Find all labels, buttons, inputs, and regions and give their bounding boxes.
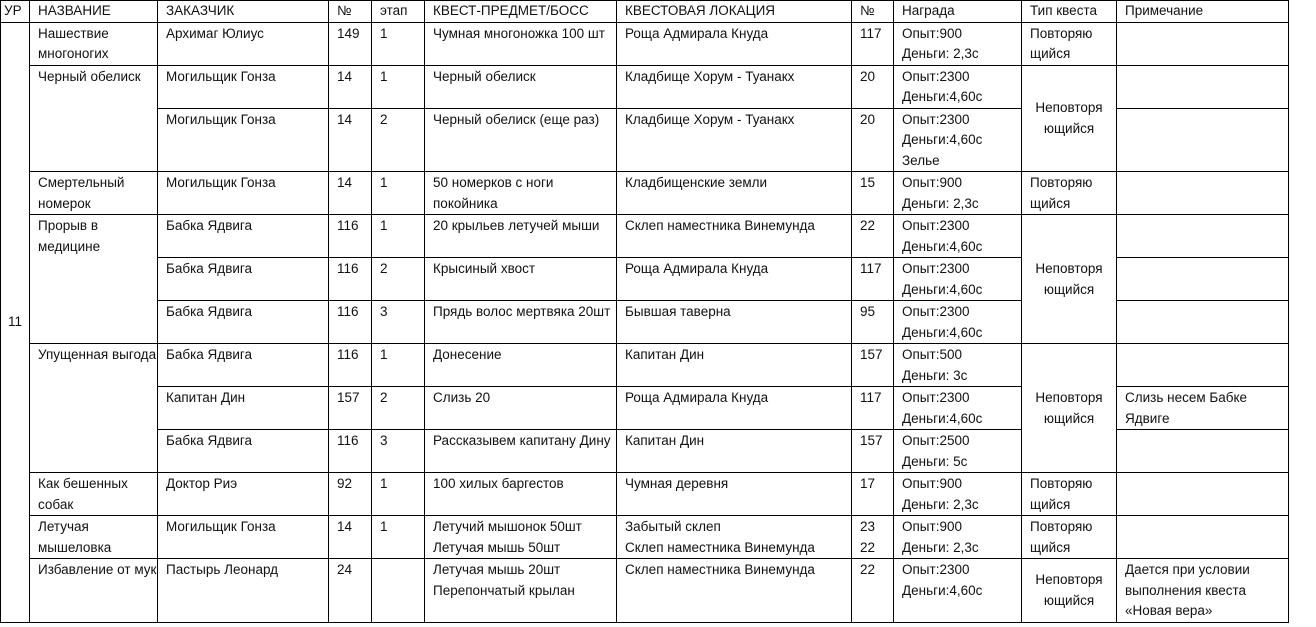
note-cell: [1117, 65, 1289, 108]
location-no-cell: 95: [852, 301, 894, 344]
stage-cell: 2: [372, 108, 425, 172]
note-cell: [1117, 215, 1289, 258]
client-cell: Бабка Ядвига: [158, 301, 329, 344]
client-cell: Доктор Риэ: [158, 473, 329, 516]
quest-name-cell: Нашествие многоногих: [30, 22, 158, 65]
table-row: [1, 172, 1289, 215]
stage-cell: 1: [372, 473, 425, 516]
reward-cell: Опыт:900 Деньги: 2,3с: [894, 22, 1022, 65]
location-cell: Кладбищенские земли: [617, 172, 852, 215]
reward-cell: Опыт:900 Деньги: 2,3с: [894, 172, 1022, 215]
quest-name-cell: Прорыв в медицине: [30, 215, 158, 344]
location-cell: Капитан Дин: [617, 344, 852, 387]
client-cell: Бабка Ядвига: [158, 344, 329, 387]
client-cell: Могильщик Гонза: [158, 172, 329, 215]
item-cell: Рассказывем капитану Дину: [425, 430, 617, 473]
quest-name-cell: Упущенная выгода: [30, 344, 158, 473]
quest-name-cell: Избавление от мук: [30, 559, 158, 623]
item-cell: 20 крыльев летучей мыши: [425, 215, 617, 258]
location-cell: Кладбище Хорум - Туанакх: [617, 65, 852, 108]
client-cell: Бабка Ядвига: [158, 258, 329, 301]
client-cell: Архимаг Юлиус: [158, 22, 329, 65]
location-no-cell: 157: [852, 430, 894, 473]
col-header-client: ЗАКАЗЧИК: [158, 1, 329, 23]
location-no-cell: 117: [852, 22, 894, 65]
note-cell: [1117, 473, 1289, 516]
location-cell: Капитан Дин: [617, 430, 852, 473]
quest-type-cell: Повторяю щийся: [1022, 473, 1117, 516]
location-cell: Кладбище Хорум - Туанакх: [617, 108, 852, 172]
quest-name-cell: Летучая мышеловка: [30, 516, 158, 559]
client-no-cell: 116: [329, 430, 372, 473]
quest-type-cell: Неповторя ющийся: [1022, 559, 1117, 623]
client-no-cell: 92: [329, 473, 372, 516]
reward-cell: Опыт:900 Деньги: 2,3с: [894, 473, 1022, 516]
table-row: [1, 215, 1289, 258]
location-cell: Роща Адмирала Кнуда: [617, 258, 852, 301]
reward-cell: Опыт:2300 Деньги:4,60с: [894, 559, 1022, 623]
reward-cell: Опыт:2300 Деньги:4,60с: [894, 301, 1022, 344]
col-header-note: Примечание: [1117, 1, 1289, 23]
note-cell: [1117, 258, 1289, 301]
col-header-item: КВЕСТ-ПРЕДМЕТ/БОСС: [425, 1, 617, 23]
col-header-location: КВЕСТОВАЯ ЛОКАЦИЯ: [617, 1, 852, 23]
note-cell: [1117, 516, 1289, 559]
location-no-cell: 20: [852, 65, 894, 108]
client-no-cell: 116: [329, 215, 372, 258]
client-no-cell: 116: [329, 258, 372, 301]
item-cell: 100 хилых баргестов: [425, 473, 617, 516]
location-cell: Роща Адмирала Кнуда: [617, 387, 852, 430]
col-header-reward: Награда: [894, 1, 1022, 23]
note-cell: [1117, 108, 1289, 172]
client-no-cell: 24: [329, 559, 372, 623]
stage-cell: 3: [372, 430, 425, 473]
note-cell: [1117, 344, 1289, 387]
quest-type-cell: Повторяю щийся: [1022, 516, 1117, 559]
client-cell: Бабка Ядвига: [158, 430, 329, 473]
reward-cell: Опыт:2300 Деньги:4,60с Зелье: [894, 108, 1022, 172]
note-cell: [1117, 172, 1289, 215]
location-cell: Забытый склеп Склеп наместника Винемунда: [617, 516, 852, 559]
stage-cell: 1: [372, 172, 425, 215]
location-no-cell: 22: [852, 215, 894, 258]
location-no-cell: 117: [852, 387, 894, 430]
reward-cell: Опыт:2500 Деньги: 5с: [894, 430, 1022, 473]
stage-cell: 2: [372, 387, 425, 430]
table-row: [1, 473, 1289, 516]
client-no-cell: 116: [329, 301, 372, 344]
quest-type-cell: Неповторя ющийся: [1022, 344, 1117, 473]
item-cell: Чумная многоножка 100 шт: [425, 22, 617, 65]
quest-type-cell: Повторяю щийся: [1022, 172, 1117, 215]
item-cell: Донесение: [425, 344, 617, 387]
reward-cell: Опыт:900 Деньги: 2,3с: [894, 516, 1022, 559]
level-cell: 11: [1, 22, 30, 622]
reward-cell: Опыт:2300 Деньги:4,60с: [894, 215, 1022, 258]
client-cell: Пастырь Леонард: [158, 559, 329, 623]
client-no-cell: 14: [329, 172, 372, 215]
item-cell: Крысиный хвост: [425, 258, 617, 301]
reward-cell: Опыт:500 Деньги: 3с: [894, 344, 1022, 387]
stage-cell: 1: [372, 22, 425, 65]
reward-cell: Опыт:2300 Деньги:4,60с: [894, 258, 1022, 301]
item-cell: Летучая мышь 20шт Перепончатый крылан: [425, 559, 617, 623]
item-cell: Летучий мышонок 50шт Летучая мышь 50шт: [425, 516, 617, 559]
location-no-cell: 22: [852, 559, 894, 623]
stage-cell: 1: [372, 344, 425, 387]
location-cell: Бывшая таверна: [617, 301, 852, 344]
col-header-client-no: №: [329, 1, 372, 23]
note-cell: Дается при условии выполнения квеста «Новая вера»: [1117, 559, 1289, 623]
quest-name-cell: Смертельный номерок: [30, 172, 158, 215]
location-no-cell: 20: [852, 108, 894, 172]
table-row: [1, 22, 1289, 65]
client-cell: Бабка Ядвига: [158, 215, 329, 258]
location-no-cell: 157: [852, 344, 894, 387]
col-header-stage: этап: [372, 1, 425, 23]
note-cell: [1117, 301, 1289, 344]
client-cell: Капитан Дин: [158, 387, 329, 430]
location-cell: Роща Адмирала Кнуда: [617, 22, 852, 65]
client-no-cell: 149: [329, 22, 372, 65]
client-cell: Могильщик Гонза: [158, 516, 329, 559]
client-cell: Могильщик Гонза: [158, 108, 329, 172]
item-cell: Черный обелиск (еще раз): [425, 108, 617, 172]
client-no-cell: 14: [329, 108, 372, 172]
client-no-cell: 116: [329, 344, 372, 387]
quest-type-cell: Неповторя ющийся: [1022, 65, 1117, 172]
note-cell: [1117, 430, 1289, 473]
header-row: [1, 1, 1289, 23]
item-cell: Слизь 20: [425, 387, 617, 430]
quest-name-cell: Как бешенных собак: [30, 473, 158, 516]
client-no-cell: 157: [329, 387, 372, 430]
location-cell: Чумная деревня: [617, 473, 852, 516]
client-no-cell: 14: [329, 516, 372, 559]
quest-name-cell: Черный обелиск: [30, 65, 158, 172]
col-header-location-no: №: [852, 1, 894, 23]
item-cell: 50 номерков с ноги покойника: [425, 172, 617, 215]
table-row: [1, 516, 1289, 559]
note-cell: Слизь несем Бабке Ядвиге: [1117, 387, 1289, 430]
stage-cell: 1: [372, 516, 425, 559]
location-no-cell: 17: [852, 473, 894, 516]
col-header-type: Тип квеста: [1022, 1, 1117, 23]
stage-cell: 2: [372, 258, 425, 301]
stage-cell: 1: [372, 215, 425, 258]
location-no-cell: 15: [852, 172, 894, 215]
note-cell: [1117, 22, 1289, 65]
col-header-level: УР: [1, 1, 30, 23]
reward-cell: Опыт:2300 Деньги:4,60с: [894, 387, 1022, 430]
item-cell: Прядь волос мертвяка 20шт: [425, 301, 617, 344]
location-cell: Склеп наместника Винемунда: [617, 215, 852, 258]
quest-type-cell: Неповторя ющийся: [1022, 215, 1117, 344]
item-cell: Черный обелиск: [425, 65, 617, 108]
location-cell: Склеп наместника Винемунда: [617, 559, 852, 623]
table-row: [1, 344, 1289, 387]
table-row: [1, 559, 1289, 623]
location-no-cell: 23 22: [852, 516, 894, 559]
stage-cell: 1: [372, 65, 425, 108]
col-header-name: НАЗВАНИЕ: [30, 1, 158, 23]
table-row: [1, 65, 1289, 108]
quest-type-cell: Повторяю щийся: [1022, 22, 1117, 65]
stage-cell: [372, 559, 425, 623]
reward-cell: Опыт:2300 Деньги:4,60с: [894, 65, 1022, 108]
client-cell: Могильщик Гонза: [158, 65, 329, 108]
location-no-cell: 117: [852, 258, 894, 301]
client-no-cell: 14: [329, 65, 372, 108]
stage-cell: 3: [372, 301, 425, 344]
